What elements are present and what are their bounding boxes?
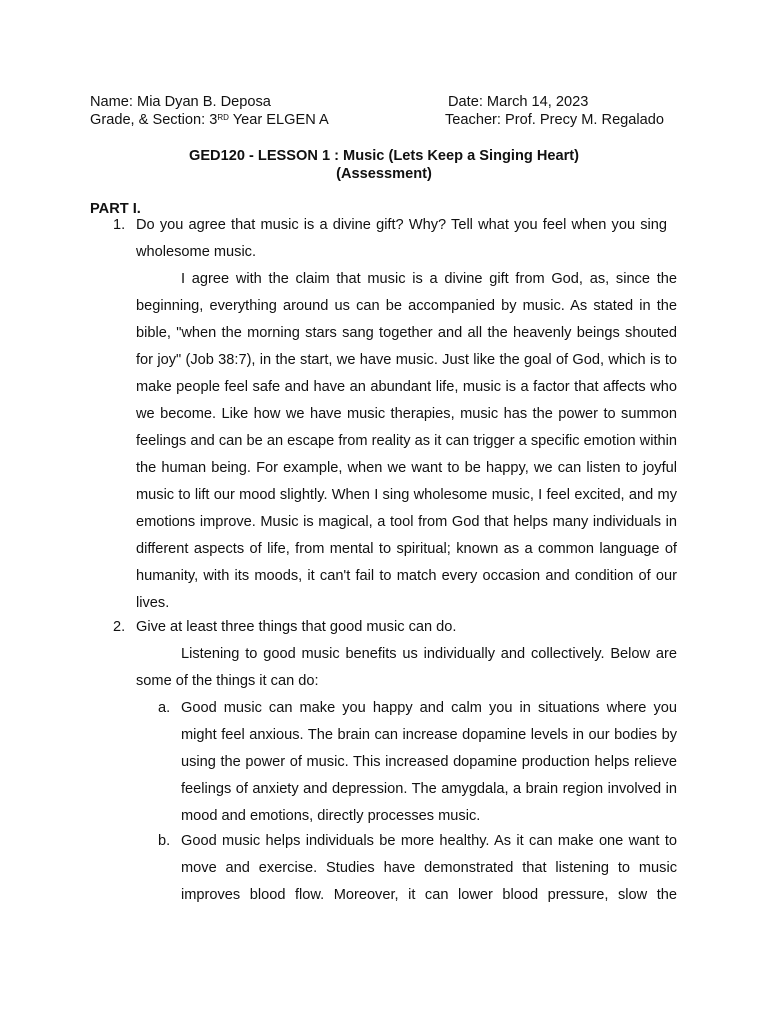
question-2-intro-text: Listening to good music benefits us individually and collectively. Below are some of the things it can do: [136,646,677,689]
question-1-text: Do you agree that music is a divine gift? Why? Tell what you feel when you sing wholesome music. [136,217,667,260]
list-item-a-letter: a. [158,700,171,716]
list-item-b-text: Good music helps individuals be more healthy. As it can make one want to move and exercise. Studies have demonstrated that listening to music improves blood flow. Moreover, it can lower blood pressure, slow the [181,833,677,903]
teacher-name: Teacher: Prof. Precy M. Regalado [445,112,665,128]
question-2-intro [136,641,677,695]
lesson-subtitle: (Assessment) [336,166,432,182]
question-1-answer-text: I agree with the claim that music is a divine gift from God, as, since the beginning, everything around us can be accompanied by music. As stated in the bible, "when the morning stars sang together and all the heavenly beings shouted for joy" (Job 38:7), in the start, we have music. Just like the goal of God, which is to make people feel safe and have an abundant life, music is a factor that affects who we become. Like how we have music therapies, music has the power to summon feelings and can be an escape from reality as it can trigger a specific emotion within the human being. For example, when we want to be happy, we can listen to joyful music to lift our mood slightly. When I sing wholesome music, I feel excited, and my emotions improve. Music is magical, a tool from God that helps many individuals in different aspects of life, from mental to spiritual; known as a common language of humanity, with its moods, it can't fail to match every occasion and condition of our lives. [136,271,677,611]
student-name: Name: Mia Dyan B. Deposa [90,94,271,110]
question-2-number: 2. [113,619,126,635]
question-2-text: Give at least three things that good music can do. [136,619,457,635]
question-1-answer [136,266,677,617]
lesson-title: GED120 - LESSON 1 : Music (Lets Keep a Singing Heart) [188,148,580,164]
question-1-number: 1. [113,217,126,233]
grade-suffix: Year ELGEN A [228,112,329,128]
list-item-a-text: Good music can make you happy and calm you in situations where you might feel anxious. The brain can increase dopamine levels in our bodies by using the power of music. This increased dopamine production helps relieve feelings of anxiety and depression. The amygdala, a brain region involved in mood and emotions, directly processes music. [181,700,677,824]
submission-date: Date: March 14, 2023 [448,94,589,110]
grade-superscript: RD [217,113,229,122]
grade-prefix: Grade, & Section: 3 [90,112,218,128]
list-item-b-letter: b. [158,833,171,849]
part-label: PART I. [90,201,141,217]
